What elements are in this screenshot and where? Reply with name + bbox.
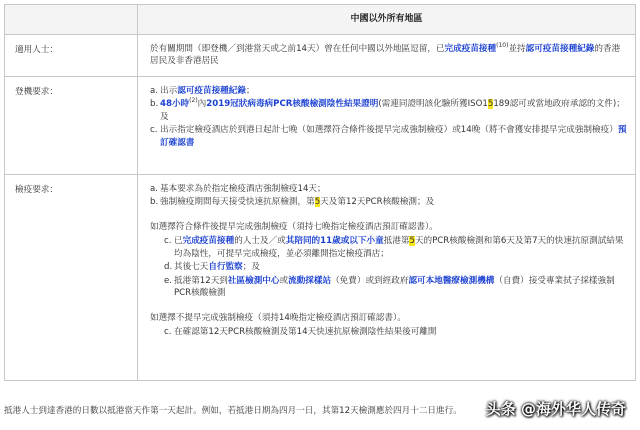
community-testing-centre-link[interactable]: 社區檢測中心 [227,275,280,286]
list-item [150,85,627,97]
applicable-text-2: 並持 [508,44,526,54]
item-text: （自費）接受專業拭子採樣強制PCR核酸檢測 [174,275,615,299]
applicable-text-1: 於有關期間（即登機／到港當天或之前14天）曾在任何中國以外地區逗留，已 [150,44,445,54]
footer-note: 抵港人士到達香港的日數以抵港當天作第一天起計。例如，若抵港日期為四月一日，其第12天檢測應於四月十二日進行。 [4,406,462,416]
booking-confirmation-link[interactable]: 預訂確認書 [160,125,627,148]
list-item-text [160,196,627,208]
row-label-applicable: 適用人士： [5,35,138,77]
item-text: ；及 [242,262,260,273]
pcr-negative-proof-link[interactable]: 2019冠狀病毒病PCR核酸檢測陰性結果證明 [206,99,379,110]
mobile-specimen-station-link[interactable]: 流動採樣站 [288,275,332,286]
item-text: （免費）或到經政府 [331,275,409,286]
applicable-persons-cell [138,35,636,77]
item-text: 天及第12天PCR核酸檢測；及 [320,197,435,208]
list-item-text [174,275,627,300]
item-text: 或 [279,275,289,286]
full-quarantine-list [150,326,627,338]
self-monitoring-link[interactable]: 自行監察 [208,262,243,273]
arrival-rules-table [4,4,636,381]
list-marker: a. [150,86,158,96]
recognised-testing-institution-link[interactable]: 認可本地醫療檢測機構 [408,275,495,286]
item-text: 其後七天 [174,262,209,273]
item-text: 抵港第12天到 [174,275,228,286]
quarantine-requirements-cell [138,175,636,381]
list-marker: d. [164,262,173,273]
item-text: 抵港第 [383,236,410,247]
item-text: 出示 [160,86,178,96]
table-header-row [5,5,636,35]
list-item-text: 在確認第12天PCR核酸檢測及第14天快速抗原檢測陰性結果後可離開 [174,327,437,338]
highlighted-text: 5 [409,236,415,247]
footnote-ref: (10) [496,42,509,50]
list-item [164,235,627,260]
watermark-logo [482,398,630,422]
list-item-text [174,235,627,260]
list-item [150,196,627,208]
list-item-text: 基本要求為於指定檢疫酒店強制檢疫14天； [160,184,326,194]
vaccination-record-link[interactable]: 認可疫苗接種紀錄 [177,86,246,96]
vaccinated-link[interactable]: 完成疫苗接種 [444,44,497,54]
list-marker: b. [150,99,159,110]
row-label-boarding: 登機要求： [5,77,138,175]
header-empty-cell [5,5,138,35]
list-item [150,124,627,149]
full-quarantine-note: 如選擇不提早完成強制檢疫（須持14晚指定檢疫酒店預訂確認書）。 [150,312,406,323]
list-marker: c. [164,327,172,338]
item-text: 已 [174,236,183,247]
vaccination-record-link[interactable]: 認可疫苗接種紀錄 [525,44,595,54]
list-marker: b. [150,197,159,208]
applicable-text-3: 的香港居民及非香港居民 [150,44,621,67]
list-item [150,98,627,123]
content-page [4,4,635,381]
item-text: (需連同證明該化驗所獲ISO [378,99,483,110]
list-item-text [174,261,627,273]
early-release-note: 如選擇符合條件後提早完成強制檢疫（須持七晚指定檢疫酒店預訂確認書）。 [150,221,438,232]
list-marker: a. [150,184,158,194]
table-row-quarantine [5,175,636,381]
item-text: 的人士及／或 [234,236,286,247]
table-row-applicable [5,35,636,77]
list-item-text [160,98,627,123]
list-marker: c. [164,236,172,247]
list-marker: c. [150,125,158,136]
item-text: ； [245,86,255,96]
row-label-quarantine: 檢疫要求： [5,175,138,381]
48-hours-link[interactable]: 48小時 [160,99,190,110]
highlighted-text: 5 [314,197,321,208]
list-item [150,183,627,195]
list-item [164,326,627,338]
item-text: 強制檢疫期間每天接受快速抗原檢測，第 [160,197,315,208]
vaccinated-link[interactable]: 完成疫苗接種 [182,236,235,247]
early-release-list [150,235,627,299]
highlighted-text: 5 [487,99,494,110]
footnote-ref: (2) [189,97,198,105]
list-item [164,261,627,273]
table-header-title: 中國以外所有地區 [138,5,636,35]
item-text: 天的PCR核酸檢測和第6天及第7天的快速抗原測試結果均為陰性，可提早完成檢疫，並必須離開指定檢疫酒店； [174,236,624,259]
watermark-text: 头条 @海外华人传奇 [485,400,626,418]
accompanied-children-link[interactable]: 其陪同的11歲或以下小童 [285,236,384,247]
list-item-text [160,124,627,149]
boarding-requirements-cell [138,77,636,175]
item-text: 出示指定檢疫酒店於到港日起計七晚（如選擇符合條件後提早完成強制檢疫）或14晚（將不會獲安排提早完成強制檢疫） [160,125,618,136]
list-item [164,275,627,300]
item-text: 1 [482,99,488,110]
list-item-text [160,85,627,97]
list-marker: e. [164,275,173,286]
table-row-boarding [5,77,636,175]
item-text: 189認可或當地政府承認的文件)；及 [160,99,625,122]
item-text: 內 [197,99,207,110]
